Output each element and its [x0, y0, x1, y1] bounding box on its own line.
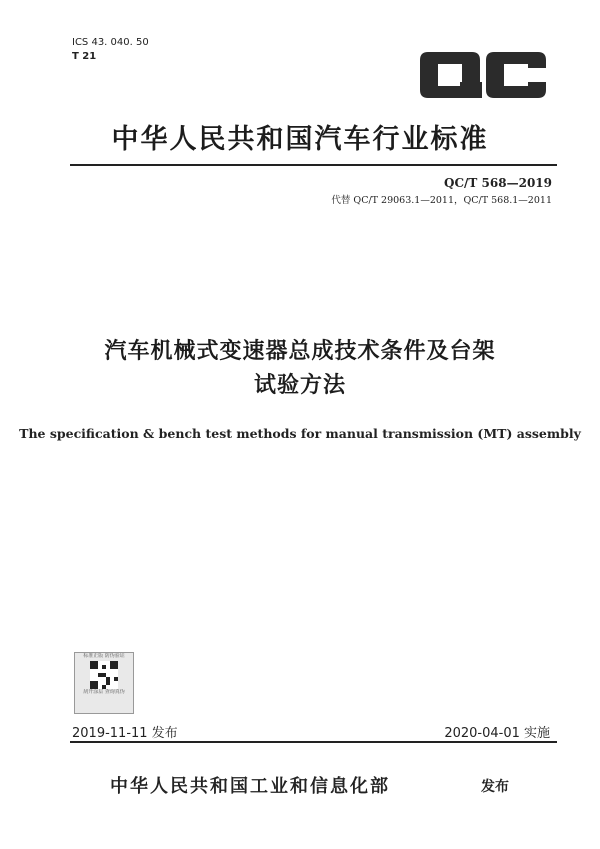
ics-code: ICS 43. 040. 50: [72, 37, 149, 48]
issuing-ministry: 中华人民共和国工业和信息化部: [110, 776, 390, 797]
standard-number: QC/T 568—2019: [444, 176, 552, 190]
chinese-title-line2: 试验方法: [253, 373, 346, 398]
publish-label: 发布: [481, 779, 509, 795]
qr-code-icon: [90, 661, 118, 689]
qc-logo: [420, 52, 546, 98]
classification-code: T 21: [72, 51, 97, 62]
implementation-date: 2020-04-01 实施: [444, 726, 550, 741]
english-title: The specification & bench test methods for manual transmission (MT) assembly: [19, 426, 581, 441]
anti-counterfeit-stamp: [74, 652, 134, 714]
replaces-note: 代替 QC/T 29063.1—2011，QC/T 568.1—2011: [331, 195, 552, 206]
top-divider: [70, 164, 557, 166]
qc-logo-mark: [420, 52, 546, 98]
qc-logo-text: QC: [482, 82, 484, 83]
bottom-divider: [70, 741, 557, 743]
issue-date: 2019-11-11 发布: [72, 726, 178, 741]
stamp-line-2: 刮开涂层 查询真伪: [83, 689, 125, 695]
standard-category-title: 中华人民共和国汽车行业标准: [111, 124, 489, 155]
stamp-line-1: 标准正版 防伪验证: [83, 653, 125, 659]
chinese-title-line1: 汽车机械式变速器总成技术条件及台架: [104, 339, 496, 364]
